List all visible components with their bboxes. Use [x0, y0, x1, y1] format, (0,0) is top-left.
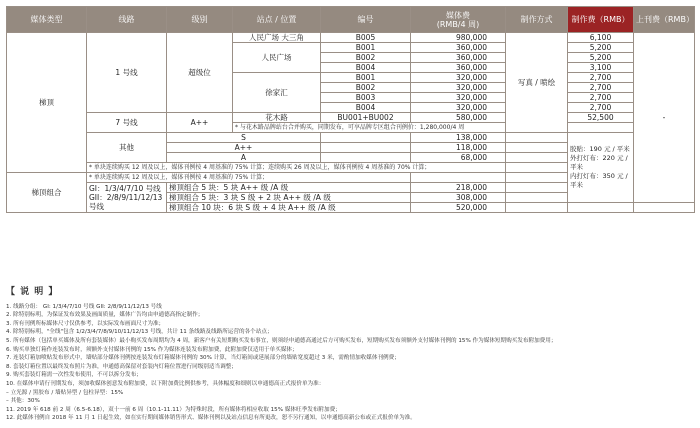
line7-note: * 与花木路品牌站台合并购买，同期发布，可享品牌专区组合刊例价：1,280,000/4 周 — [233, 123, 506, 133]
empty-cell — [321, 153, 411, 163]
note-line: 7. 连装灯箱加喷贴发布形式中，墙贴部分媒体刊例按连装发布灯箱媒体刊例的 30% 计算，当灯箱间或延展部分的墙贴宽度超过 3 米，需酌情加收媒体刊例费； — [6, 355, 400, 362]
header-station: 站点 / 位置 — [233, 7, 321, 33]
rate-note: 内打灯布：350 元 / 平米 — [570, 172, 628, 189]
media-type-stairs: 梯顶 — [7, 33, 87, 173]
code-cell: B004 — [321, 63, 411, 73]
note-line: 1. 线路分组： GI: 1/3/4/7/10 号线 GII: 2/8/9/11/12/13 号线 — [6, 303, 162, 310]
media-fee-cell: 360,000 — [411, 43, 506, 53]
media-fee-cell: 320,000 — [411, 93, 506, 103]
header-media-fee-unit: (RMB/4 周) — [436, 19, 480, 29]
note-line: – 其他：30% — [6, 398, 40, 405]
header-media-fee-label: 媒体费 — [446, 10, 470, 20]
header-production-method: 制作方式 — [506, 7, 568, 33]
media-fee-cell: 118,000 — [411, 143, 506, 153]
header-production-fee: 制作费（RMB） — [568, 7, 634, 33]
media-fee-cell: 360,000 — [411, 53, 506, 63]
media-fee-cell: 320,000 — [411, 103, 506, 113]
note-line: 3. 所有刊例所标媒体尺寸仅供参考，以实际发布画面尺寸为准； — [6, 320, 165, 327]
notes-section — [6, 288, 694, 423]
empty-cell — [321, 143, 411, 153]
note-line: 5. 所有媒体（包括单买媒体及所有套装媒体）最小购买发布周期均为 4 周，新客户有关短期购买发布事宜，则须经申通德高通过后方可购买发布，短期购买发布须额外支付媒体刊例的 15% 作为媒体短期购买发布附加费用； — [6, 337, 557, 344]
production-fee-cell: 52,500 — [568, 113, 634, 123]
empty-cell — [411, 173, 506, 183]
note-line: 12. 此媒体刊例自 2018 年 11 月 1 日起生效，如在实行期间媒体销售形式、媒体刊例以及站点信息有所更改，恕不另行通知，以申通德高新公布或正式报价单为准。 — [6, 415, 416, 422]
empty-cell — [506, 133, 568, 143]
code-cell: B003 — [321, 93, 411, 103]
production-fee-cell: 3,100 — [568, 63, 634, 73]
media-fee-cell: 980,000 — [411, 33, 506, 43]
note-line: 2. 除特别标明，为保证发布效果及画面质量，媒体广告均由申通德高指定制作； — [6, 312, 204, 319]
combo-line-groups — [87, 183, 167, 213]
level-cell: A++ — [167, 113, 233, 133]
code-cell: B002 — [321, 53, 411, 63]
combo-label: 梯顶组合 5 块：3 块 S 级 + 2 块 A++ 级 /A 级 — [167, 193, 411, 203]
code-cell: BU001+BU002 — [321, 113, 411, 123]
empty-cell — [506, 203, 568, 213]
rate-table — [6, 6, 695, 213]
note-line: 9. 购买套装灯箱需一次性发布使用，不可以拆分发布； — [6, 372, 142, 379]
production-fee-cell: 5,200 — [568, 43, 634, 53]
empty-cell — [568, 203, 634, 213]
production-fee-cell: 2,700 — [568, 93, 634, 103]
station-cell: 花木路 — [233, 113, 321, 123]
header-code: 编号 — [321, 7, 411, 33]
discount-note: * 单块连续购买 12 周及以上，媒体刊例按 4 周基准的 75% 计算；连续购买 26 周及以上，媒体刊例按 4 周基准的 70% 计算； — [87, 163, 506, 173]
production-method-cell: 写真 / 喷绘 — [506, 33, 568, 133]
production-fee-cell: 2,700 — [568, 103, 634, 113]
gii-label: GII：2/8/9/11/12/13 号线 — [89, 193, 163, 211]
empty-cell — [634, 203, 695, 213]
code-cell: B002 — [321, 83, 411, 93]
code-cell: B004 — [321, 103, 411, 113]
level-cell: A — [167, 153, 321, 163]
empty-cell — [506, 183, 568, 193]
note-line: 6. 购买单独灯箱作连装发布时，须额外支付媒体刊例的 15% 作为媒体连装发布附加费，此附加费仅适用于单买媒体； — [6, 346, 298, 353]
level-cell: A++ — [167, 143, 321, 153]
empty-cell — [506, 143, 568, 153]
empty-cell — [506, 153, 568, 163]
media-fee-cell: 360,000 — [411, 63, 506, 73]
code-cell: B001 — [321, 43, 411, 53]
media-fee-cell: 308,000 — [411, 193, 506, 203]
note-line: 4. 除特别标明，"全线"包含 1/2/3/4/7/8/9/10/11/12/13 号线，共计 11 条线路及线路所运营的各个站点； — [6, 329, 273, 336]
combo-label: 梯顶组合 10 块：6 块 S 级 + 4 块 A++ 级 /A 级 — [167, 203, 411, 213]
empty-cell — [506, 173, 568, 183]
production-fee-cell: 5,200 — [568, 53, 634, 63]
line-7: 7 号线 — [87, 113, 167, 133]
production-fee-cell: 6,100 — [568, 33, 634, 43]
combo-label: 梯顶组合 5 块：5 块 A++ 级 /A 级 — [167, 183, 411, 193]
note-line: – 立光源 / 黑胶布 / 墙贴异型 / 包柱异型：15% — [6, 389, 124, 396]
header-row — [7, 7, 695, 33]
level-super: 超级位 — [167, 33, 233, 113]
media-fee-cell: 138,000 — [411, 133, 506, 143]
production-rate-notes — [568, 133, 634, 203]
table-row — [7, 113, 695, 123]
code-cell: B001 — [321, 73, 411, 83]
note-line: 10. 在媒体申请行刊期发布，须加收媒体创意发布附加费，以下附加费比例供参考，具体幅度和细则以申通德高正式报价单为准： — [6, 380, 325, 387]
others-label: 其他 — [87, 133, 167, 163]
table-row — [7, 133, 695, 143]
station-cell: 人民广场 大三角 — [233, 33, 321, 43]
header-publish-fee: 上刊费（RMB） — [634, 7, 695, 33]
table-row — [7, 33, 695, 43]
media-fee-cell: 520,000 — [411, 203, 506, 213]
empty-cell — [506, 193, 568, 203]
empty-cell — [321, 133, 411, 143]
rate-card — [6, 6, 694, 240]
media-fee-cell: 320,000 — [411, 73, 506, 83]
combo-note: * 单块连续购买 12 周及以上，媒体刊例按 4 周基准的 75% 计算； — [87, 173, 411, 183]
header-line: 线路 — [87, 7, 167, 33]
empty-cell — [568, 123, 634, 133]
header-level: 级别 — [167, 7, 233, 33]
station-cell: 徐家汇 — [233, 73, 321, 113]
note-line: 8. 套装灯箱位置以最终发布照片为准，申通德高保留对套装内灯箱位置进行同级别适当调整； — [6, 363, 237, 370]
empty-cell — [506, 163, 568, 173]
code-cell: B005 — [321, 33, 411, 43]
media-fee-cell: 580,000 — [411, 113, 506, 123]
publish-fee-cell: - — [634, 33, 695, 203]
production-fee-cell: 2,700 — [568, 73, 634, 83]
production-fee-cell: 2,700 — [568, 83, 634, 93]
line-1: 1 号线 — [87, 33, 167, 113]
media-type-combo: 梯顶组合 — [7, 173, 87, 213]
header-media-fee — [411, 7, 506, 33]
media-fee-cell: 218,000 — [411, 183, 506, 193]
level-cell: S — [167, 133, 321, 143]
station-cell: 人民广场 — [233, 43, 321, 73]
rate-note: 胶贴：190 元 / 平米 — [570, 145, 630, 153]
notes-title: 【 说 明 】 — [6, 287, 59, 297]
media-fee-cell: 320,000 — [411, 83, 506, 93]
media-fee-cell: 68,000 — [411, 153, 506, 163]
note-line: 11. 2019 年 618 前 2 周（6.5-6.18），双十一前 6 周（10.1-11.11）为特殊时段，所有媒体将相应收取 15% 媒体旺季发布附加费； — [6, 406, 341, 413]
rate-note: 外打灯布：220 元 / 平米 — [570, 154, 628, 171]
gi-label: GI：1/3/4/7/10 号线 — [89, 184, 161, 193]
header-media-type: 媒体类型 — [7, 7, 87, 33]
